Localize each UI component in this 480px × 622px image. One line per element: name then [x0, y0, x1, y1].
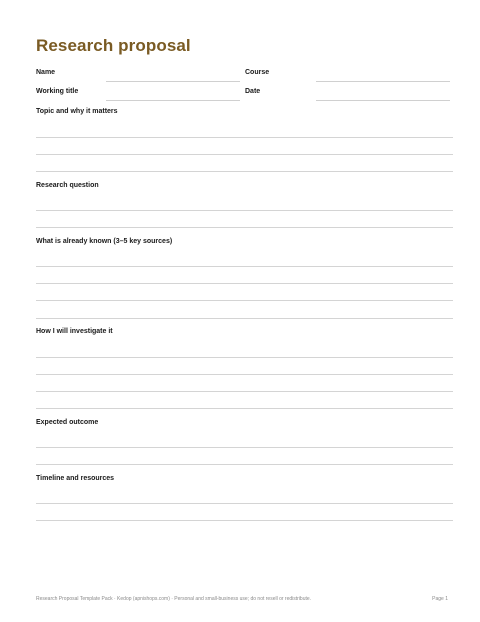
writing-line[interactable] — [36, 154, 453, 155]
name-label: Name — [36, 69, 56, 76]
writing-line[interactable] — [36, 357, 453, 358]
writing-line[interactable] — [36, 408, 453, 409]
section-heading-known: What is already known (3–5 key sources) — [36, 238, 173, 245]
writing-line[interactable] — [36, 171, 453, 172]
date-field[interactable] — [316, 100, 450, 101]
writing-line[interactable] — [36, 137, 453, 138]
working-title-field[interactable] — [106, 100, 240, 101]
course-label: Course — [245, 69, 270, 76]
writing-line[interactable] — [36, 447, 453, 448]
writing-line[interactable] — [36, 227, 453, 228]
section-heading-outcome: Expected outcome — [36, 419, 99, 426]
section-heading-question: Research question — [36, 182, 99, 189]
writing-line[interactable] — [36, 266, 453, 267]
section-heading-timeline: Timeline and resources — [36, 475, 115, 482]
writing-line[interactable] — [36, 374, 453, 375]
page-title: Research proposal — [36, 36, 191, 55]
writing-line[interactable] — [36, 283, 453, 284]
page-number: Page 1 — [432, 596, 448, 602]
writing-line[interactable] — [36, 318, 453, 319]
footer-note: Research Proposal Template Pack · Kedop (apnishops.com) · Personal and small-business use; do not resell or redistribute. — [36, 596, 312, 602]
working-title-label: Working title — [36, 88, 79, 95]
section-heading-investigate: How I will investigate it — [36, 328, 113, 335]
writing-line[interactable] — [36, 520, 453, 521]
course-field[interactable] — [316, 81, 450, 82]
writing-line[interactable] — [36, 210, 453, 211]
writing-line[interactable] — [36, 391, 453, 392]
name-field[interactable] — [106, 81, 240, 82]
section-heading-topic: Topic and why it matters — [36, 108, 118, 115]
writing-line[interactable] — [36, 503, 453, 504]
writing-line[interactable] — [36, 464, 453, 465]
writing-line[interactable] — [36, 300, 453, 301]
date-label: Date — [245, 88, 261, 95]
